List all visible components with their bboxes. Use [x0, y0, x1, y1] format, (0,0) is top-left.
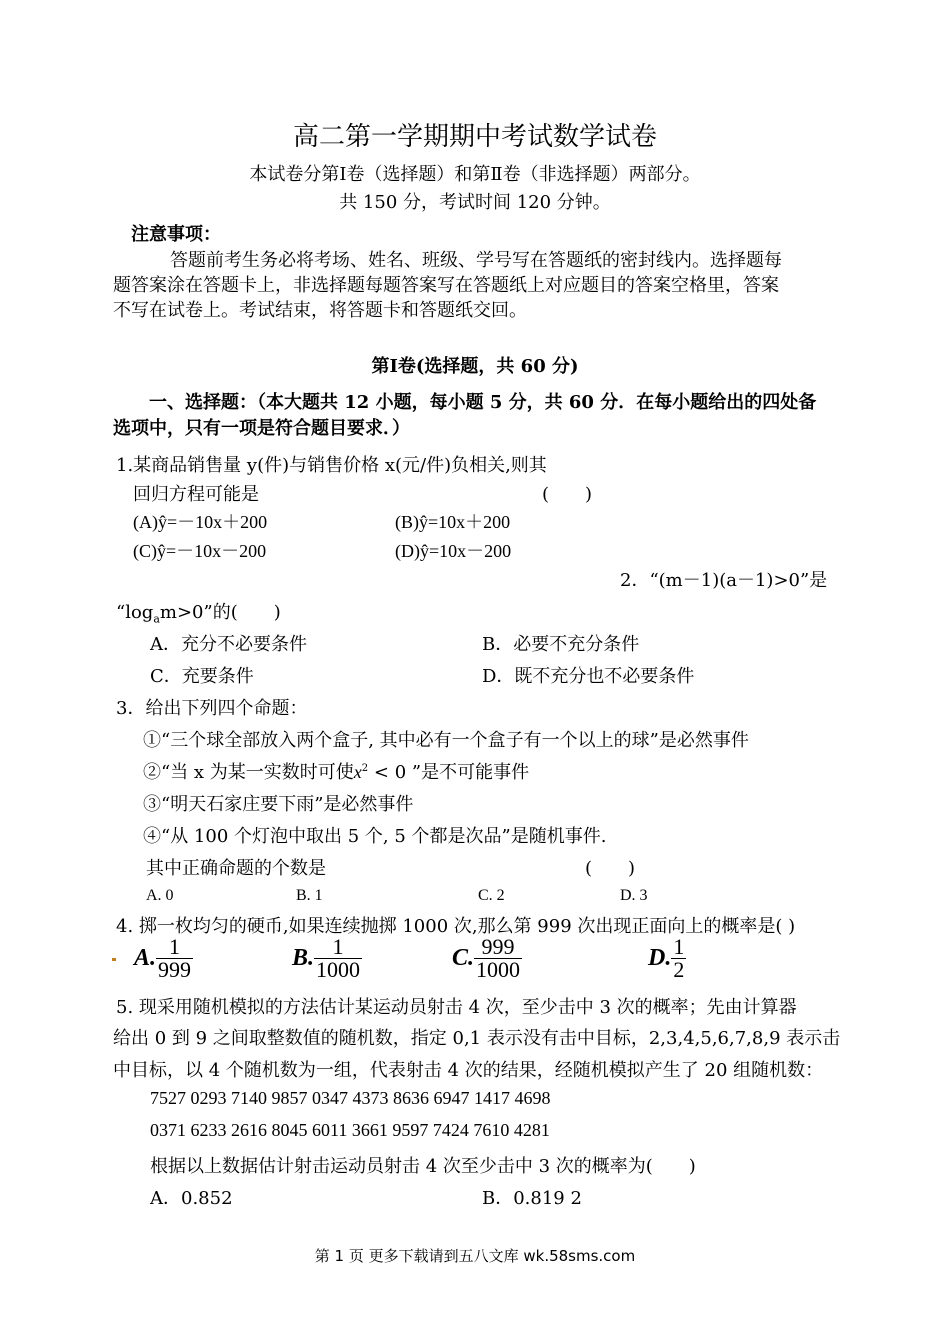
section-instructions: 选项中，只有一项是符合题目要求．） — [113, 418, 410, 439]
question-4-stem: 4. 掷一枚均匀的硬币,如果连续抛掷 1000 次,那么第 999 次出现正面向上的概率是( ) — [116, 916, 796, 937]
question-3-option-b: B. 1 — [296, 887, 323, 904]
question-2-option-a: A．充分不必要条件 — [150, 634, 307, 655]
question-3-ask: 其中正确命题的个数是 — [146, 858, 326, 879]
dot-marker — [112, 958, 116, 961]
question-2-option-d: D．既不充分也不必要条件 — [482, 666, 695, 687]
question-3-proposition: ④“从 100 个灯泡中取出 5 个, 5 个都是次品”是随机事件. — [143, 826, 607, 847]
question-1-stem: 回归方程可能是 — [133, 484, 259, 505]
question-5-stem: 给出 0 到 9 之间取整数值的随机数，指定 0,1 表示没有击中目标，2,3,4,5,6,7,8,9 表示击 — [113, 1028, 841, 1049]
question-5-ask: 根据以上数据估计射击运动员射击 4 次至少击中 3 次的概率为( ) — [150, 1156, 696, 1177]
question-1-stem: 1.某商品销售量 y(件)与销售价格 x(元/件)负相关,则其 — [116, 455, 547, 476]
subtitle-score-time: 共 150 分，考试时间 120 分钟。 — [339, 192, 611, 213]
question-3-option-d: D. 3 — [620, 887, 648, 904]
subtitle-sections: 本试卷分第Ⅰ卷（选择题）和第Ⅱ卷（非选择题）两部分。 — [249, 164, 701, 185]
question-5-stem: 5. 现采用随机模拟的方法估计某运动员射击 4 次，至少击中 3 次的概率；先由计算器 — [116, 997, 797, 1018]
question-2-option-c: C．充要条件 — [150, 666, 254, 687]
question-5-option-a: A．0.852 — [150, 1188, 233, 1209]
question-4-option-a: A. $\frac{1}{999}$ — [134, 934, 192, 982]
page-footer: 第 1 页 更多下载请到五八文库 wk.58sms.com — [314, 1247, 636, 1265]
notice-heading: 注意事项： — [131, 224, 221, 245]
notice-line: 不写在试卷上。考试结束，将答题卡和答题纸交回。 — [113, 300, 527, 321]
question-3-option-c: C. 2 — [478, 887, 505, 904]
question-3-option-a: A. 0 — [146, 887, 174, 904]
question-1-option-b: (B)ŷ=10x＋200 — [395, 512, 511, 532]
question-1-option-c: (C)ŷ=－10x－200 — [133, 541, 267, 561]
question-1-option-a: (A)ŷ=－10x＋200 — [133, 512, 268, 532]
question-3-proposition: ①“三个球全部放入两个盒子, 其中必有一个盒子有一个以上的球”是必然事件 — [143, 730, 749, 751]
question-3-stem: 3．给出下列四个命题： — [116, 698, 308, 719]
question-3-proposition: ③“明天石家庄要下雨”是必然事件 — [143, 794, 414, 815]
question-4-option-c: C. $\frac{999}{1000}$ — [452, 934, 521, 982]
section-heading: 第Ⅰ卷(选择题，共 60 分) — [371, 356, 579, 377]
answer-paren: ( ) — [585, 858, 636, 879]
notice-line: 题答案涂在答题卡上，非选择题每题答案写在答题纸上对应题目的答案空格里，答案 — [113, 275, 779, 296]
question-3-proposition: ②“当 x 为某一实数时可使$x^2 < 0$ ”是不可能事件 — [143, 762, 530, 783]
notice-line: 答题前考生务必将考场、姓名、班级、学号写在答题纸的密封线内。选择题每 — [170, 250, 782, 271]
question-5-option-b: B．0.819 2 — [482, 1188, 582, 1209]
question-4-option-b: B. $\frac{1}{1000}$ — [292, 934, 361, 982]
question-5-stem: 中目标，以 4 个随机数为一组，代表射击 4 次的结果，经随机模拟产生了 20 组随机数： — [113, 1060, 824, 1081]
question-5-random-numbers: 7527 0293 7140 9857 0347 4373 8636 6947 1417 4698 — [150, 1088, 551, 1108]
question-2-stem: 2．“(m－1)(a－1)>0”是 — [620, 570, 828, 591]
page-title: 高二第一学期期中考试数学试卷 — [292, 122, 657, 152]
question-2-stem: “$\log_am>0$”的( ) — [116, 602, 281, 626]
question-5-random-numbers: 0371 6233 2616 8045 6011 3661 9597 7424 7610 4281 — [150, 1120, 550, 1140]
question-2-option-b: B．必要不充分条件 — [482, 634, 640, 655]
section-instructions: 一、选择题：（本大题共 12 小题，每小题 5 分，共 60 分．在每小题给出的四处备 — [149, 392, 817, 413]
question-1-option-d: (D)ŷ=10x－200 — [395, 541, 512, 561]
answer-paren: ( ) — [542, 484, 593, 505]
question-4-option-d: D. $\frac{1}{2}$ — [648, 934, 685, 982]
